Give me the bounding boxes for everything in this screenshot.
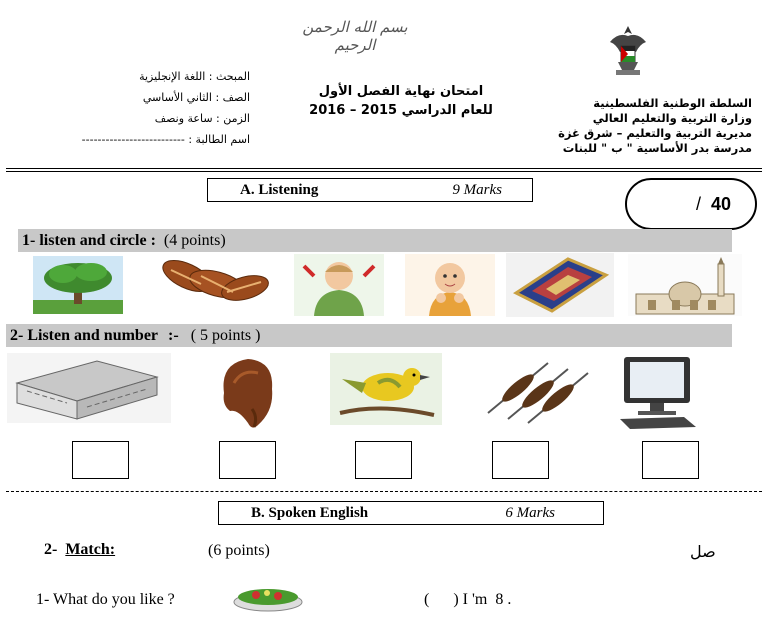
- grade-label: الصف : الثاني الأساسي: [142, 91, 250, 104]
- section-divider: [6, 491, 762, 492]
- section-a-marks: 9 Marks: [452, 181, 502, 198]
- score-slash: /: [695, 193, 701, 214]
- time-label: الزمن : ساعة ونصف: [154, 112, 250, 125]
- boy-icon[interactable]: [294, 254, 384, 316]
- q1-title: 1- listen and circle :: [22, 231, 156, 249]
- authority-name: السلطة الوطنية الفلسطينية: [593, 96, 752, 110]
- number-box-5[interactable]: [642, 441, 699, 479]
- header-divider-2: [6, 171, 762, 172]
- number-box-2[interactable]: [219, 441, 276, 479]
- number-box-3[interactable]: [355, 441, 412, 479]
- match-title: Match:: [65, 541, 116, 558]
- palestine-emblem-icon: [606, 22, 650, 78]
- exam-title: امتحان نهاية الفصل الأول: [318, 84, 484, 99]
- subject-label: المبحث : اللغة الإنجليزية: [139, 70, 250, 83]
- q2-header-band: [6, 324, 732, 347]
- q1-header-band: [18, 229, 732, 252]
- directorate-name: مديرية التربية والتعليم – شرق غزة: [558, 126, 752, 140]
- header-divider: [6, 168, 762, 169]
- section-b-title-box: [218, 501, 604, 525]
- match-header: [44, 541, 115, 559]
- school-icon: [7, 353, 171, 423]
- bird-icon: [330, 353, 442, 425]
- rug-icon[interactable]: [506, 253, 614, 317]
- q2-separator: :-: [168, 326, 179, 344]
- bread-icon[interactable]: [157, 252, 272, 314]
- match-item-1: 1- What do you like ?: [36, 591, 175, 608]
- exam-meta: [60, 66, 250, 150]
- section-b-marks: 6 Marks: [505, 504, 555, 521]
- exam-title-block: [296, 82, 506, 120]
- match-number: 2-: [44, 541, 58, 558]
- school-name: مدرسة بدر الأساسية " ب " للبنات: [562, 141, 752, 155]
- section-a-title: A. Listening: [240, 181, 319, 198]
- academic-year: للعام الدراسي 2015 – 2016: [309, 103, 493, 118]
- salad-icon: [230, 584, 306, 612]
- q1-points: (4 points): [163, 231, 226, 249]
- section-a-title-box: [207, 178, 533, 202]
- hair-icon: [212, 353, 282, 431]
- match-arabic-label: صل: [690, 542, 716, 561]
- ministry-name: وزارة التربية والتعليم العالي: [592, 111, 752, 125]
- match-answer-1[interactable]: ( ) I 'm 8 .: [424, 591, 512, 608]
- computer-icon: [614, 353, 700, 431]
- q2-points: ( 5 points ): [190, 326, 261, 344]
- tree-icon[interactable]: [33, 256, 123, 314]
- basmala: بسم الله الرحمن الرحيم: [302, 18, 408, 54]
- score-total: 40: [710, 193, 731, 214]
- q2-title: 2- Listen and number: [10, 326, 159, 344]
- section-b-title: B. Spoken English: [251, 504, 369, 521]
- number-box-4[interactable]: [492, 441, 549, 479]
- school-info: [520, 96, 752, 156]
- number-box-1[interactable]: [72, 441, 129, 479]
- match-points: (6 points): [208, 542, 270, 559]
- kebab-icon: [478, 353, 598, 425]
- student-name-label: اسم الطالبة : --------------------------: [81, 133, 250, 146]
- baby-icon[interactable]: [405, 254, 495, 316]
- mosque-icon[interactable]: [628, 254, 742, 316]
- score-oval: [625, 178, 757, 230]
